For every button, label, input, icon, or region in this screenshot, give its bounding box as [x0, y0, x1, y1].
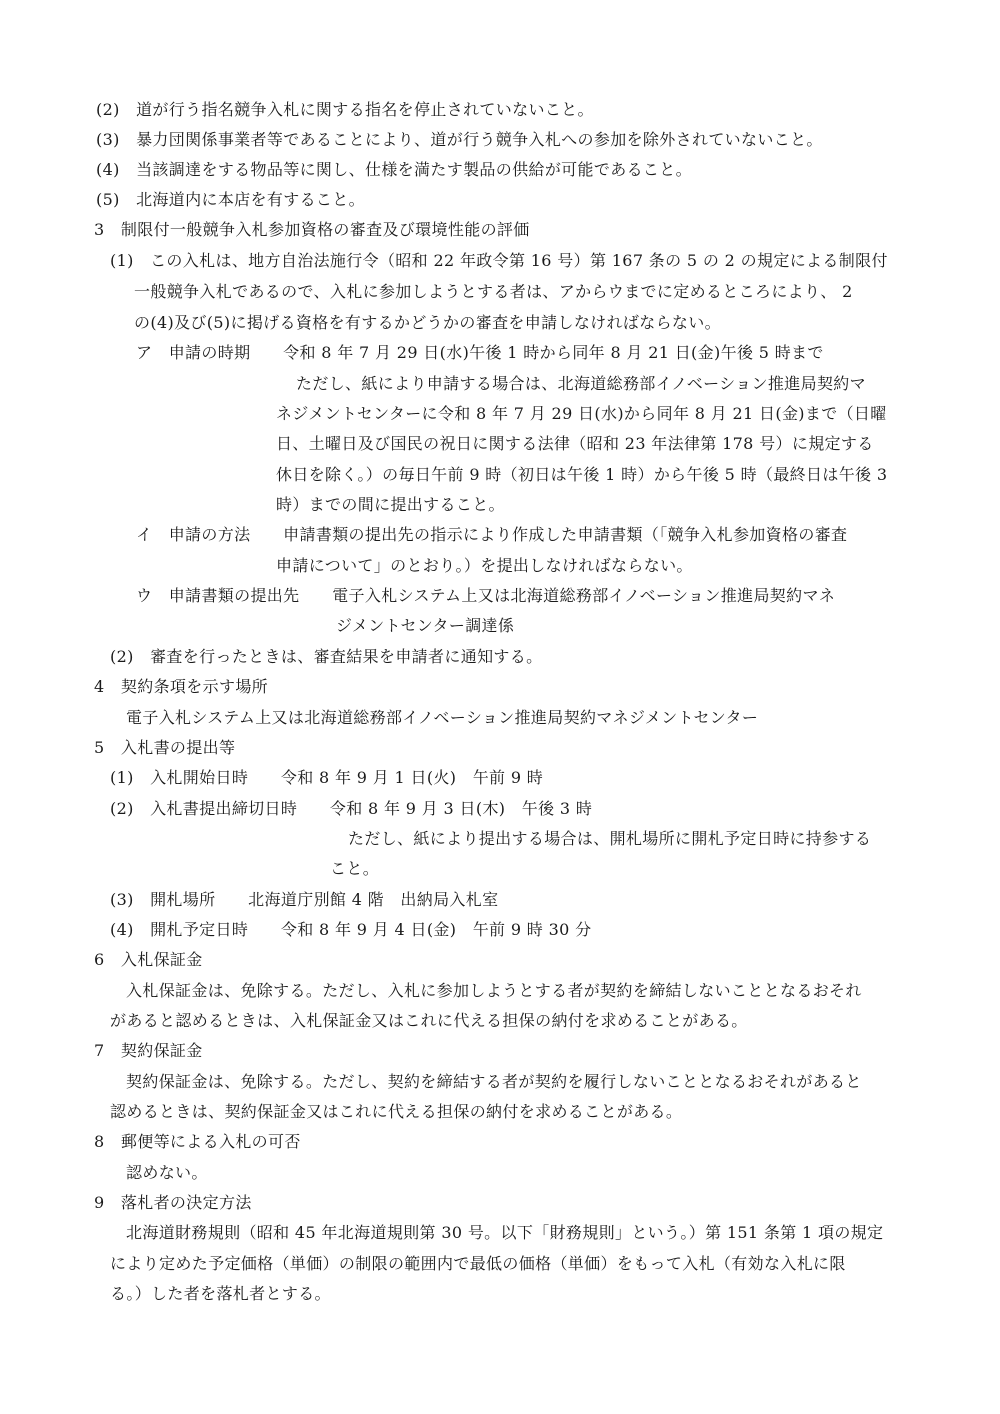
sub-i-line1: イ 申請の方法 申請書類の提出先の指示により作成した申請書類（「競争入札参加資格の審査	[136, 525, 848, 544]
item-3-2: (2) 審査を行ったときは、審査結果を申請者に通知する。	[110, 647, 543, 666]
section-5-heading: 5 入札書の提出等	[94, 738, 236, 757]
section-8-heading: 8 郵便等による入札の可否	[94, 1132, 301, 1151]
section-6-heading: 6 入札保証金	[94, 950, 203, 969]
section-6-body-line1: 入札保証金は、免除する。ただし、入札に参加しようとする者が契約を締結しないこととなるおそれ	[126, 981, 862, 1000]
sub-a-line4: 日、土曜日及び国民の祝日に関する法律（昭和 23 年法律第 178 号）に規定する	[276, 434, 874, 453]
sub-a-line2: ただし、紙により申請する場合は、北海道総務部イノベーション推進局契約マ	[296, 374, 867, 393]
item-5-2: (2) 入札書提出締切日時 令和 8 年 9 月 3 日(木) 午後 3 時	[110, 799, 593, 818]
sub-u-line1: ウ 申請書類の提出先 電子入札システム上又は北海道総務部イノベーション推進局契約マネ	[136, 586, 836, 605]
section-3-heading: 3 制限付一般競争入札参加資格の審査及び環境性能の評価	[94, 220, 530, 239]
item-3-1-line2: 一般競争入札であるので、入札に参加しようとする者は、アからウまでに定めるところにより、 2	[134, 282, 853, 301]
section-7-body-line1: 契約保証金は、免除する。ただし、契約を締結する者が契約を履行しないこととなるおそれがあると	[126, 1072, 862, 1091]
item-5-1: (1) 入札開始日時 令和 8 年 9 月 1 日(火) 午前 9 時	[110, 768, 544, 787]
section-9-body-line1: 北海道財務規則（昭和 45 年北海道規則第 30 号。以下「財務規則」という。）第 151 条第 1 項の規定	[126, 1223, 884, 1242]
section-4-heading: 4 契約条項を示す場所	[94, 677, 269, 696]
section-7-heading: 7 契約保証金	[94, 1041, 203, 1060]
sub-u-line2: ジメントセンター調達係	[336, 616, 515, 635]
item-3-1-line1: (1) この入札は、地方自治法施行令（昭和 22 年政令第 16 号）第 167 条の 5 の 2 の規定による制限付	[110, 251, 888, 270]
section-9-body-line3: る。）した者を落札者とする。	[110, 1284, 331, 1303]
item-5-3: (3) 開札場所 北海道庁別館 4 階 出納局入札室	[110, 890, 499, 909]
section-9-heading: 9 落札者の決定方法	[94, 1193, 252, 1212]
item-2-5: (5) 北海道内に本店を有すること。	[96, 190, 365, 209]
section-9-body-line2: により定めた予定価格（単価）の制限の範囲内で最低の価格（単価）をもって入札（有効な入札に限	[110, 1254, 846, 1273]
sub-i-line2: 申請について」のとおり。）を提出しなければならない。	[276, 556, 693, 575]
section-7-body-line2: 認めるときは、契約保証金又はこれに代える担保の納付を求めることがある。	[110, 1102, 683, 1121]
sub-a-line3: ネジメントセンターに令和 8 年 7 月 29 日(水)から同年 8 月 21 日(金)まで（日曜	[276, 404, 887, 423]
section-8-body: 認めない。	[126, 1163, 208, 1182]
sub-a-line6: 時）までの間に提出すること。	[276, 495, 505, 514]
item-5-2-note-line2: こと。	[330, 859, 380, 878]
item-2-2: (2) 道が行う指名競争入札に関する指名を停止されていないこと。	[96, 100, 594, 119]
item-2-4: (4) 当該調達をする物品等に関し、仕様を満たす製品の供給が可能であること。	[96, 160, 692, 179]
sub-a-line5: 休日を除く。）の毎日午前 9 時（初日は午後 1 時）から午後 5 時（最終日は午後 3	[276, 465, 888, 484]
section-4-body: 電子入札システム上又は北海道総務部イノベーション推進局契約マネジメントセンター	[126, 708, 759, 727]
item-5-2-note-line1: ただし、紙により提出する場合は、開札場所に開札予定日時に持参する	[348, 829, 872, 848]
item-2-3: (3) 暴力団関係事業者等であることにより、道が行う競争入札への参加を除外されていないこと。	[96, 130, 823, 149]
item-3-1-line3: の(4)及び(5)に掲げる資格を有するかどうかの審査を申請しなければならない。	[134, 313, 721, 332]
sub-a-line1: ア 申請の時期 令和 8 年 7 月 29 日(水)午後 1 時から同年 8 月 21 日(金)午後 5 時まで	[136, 343, 824, 362]
item-5-4: (4) 開札予定日時 令和 8 年 9 月 4 日(金) 午前 9 時 30 分	[110, 920, 592, 939]
section-6-body-line2: があると認めるときは、入札保証金又はこれに代える担保の納付を求めることがある。	[110, 1011, 748, 1030]
